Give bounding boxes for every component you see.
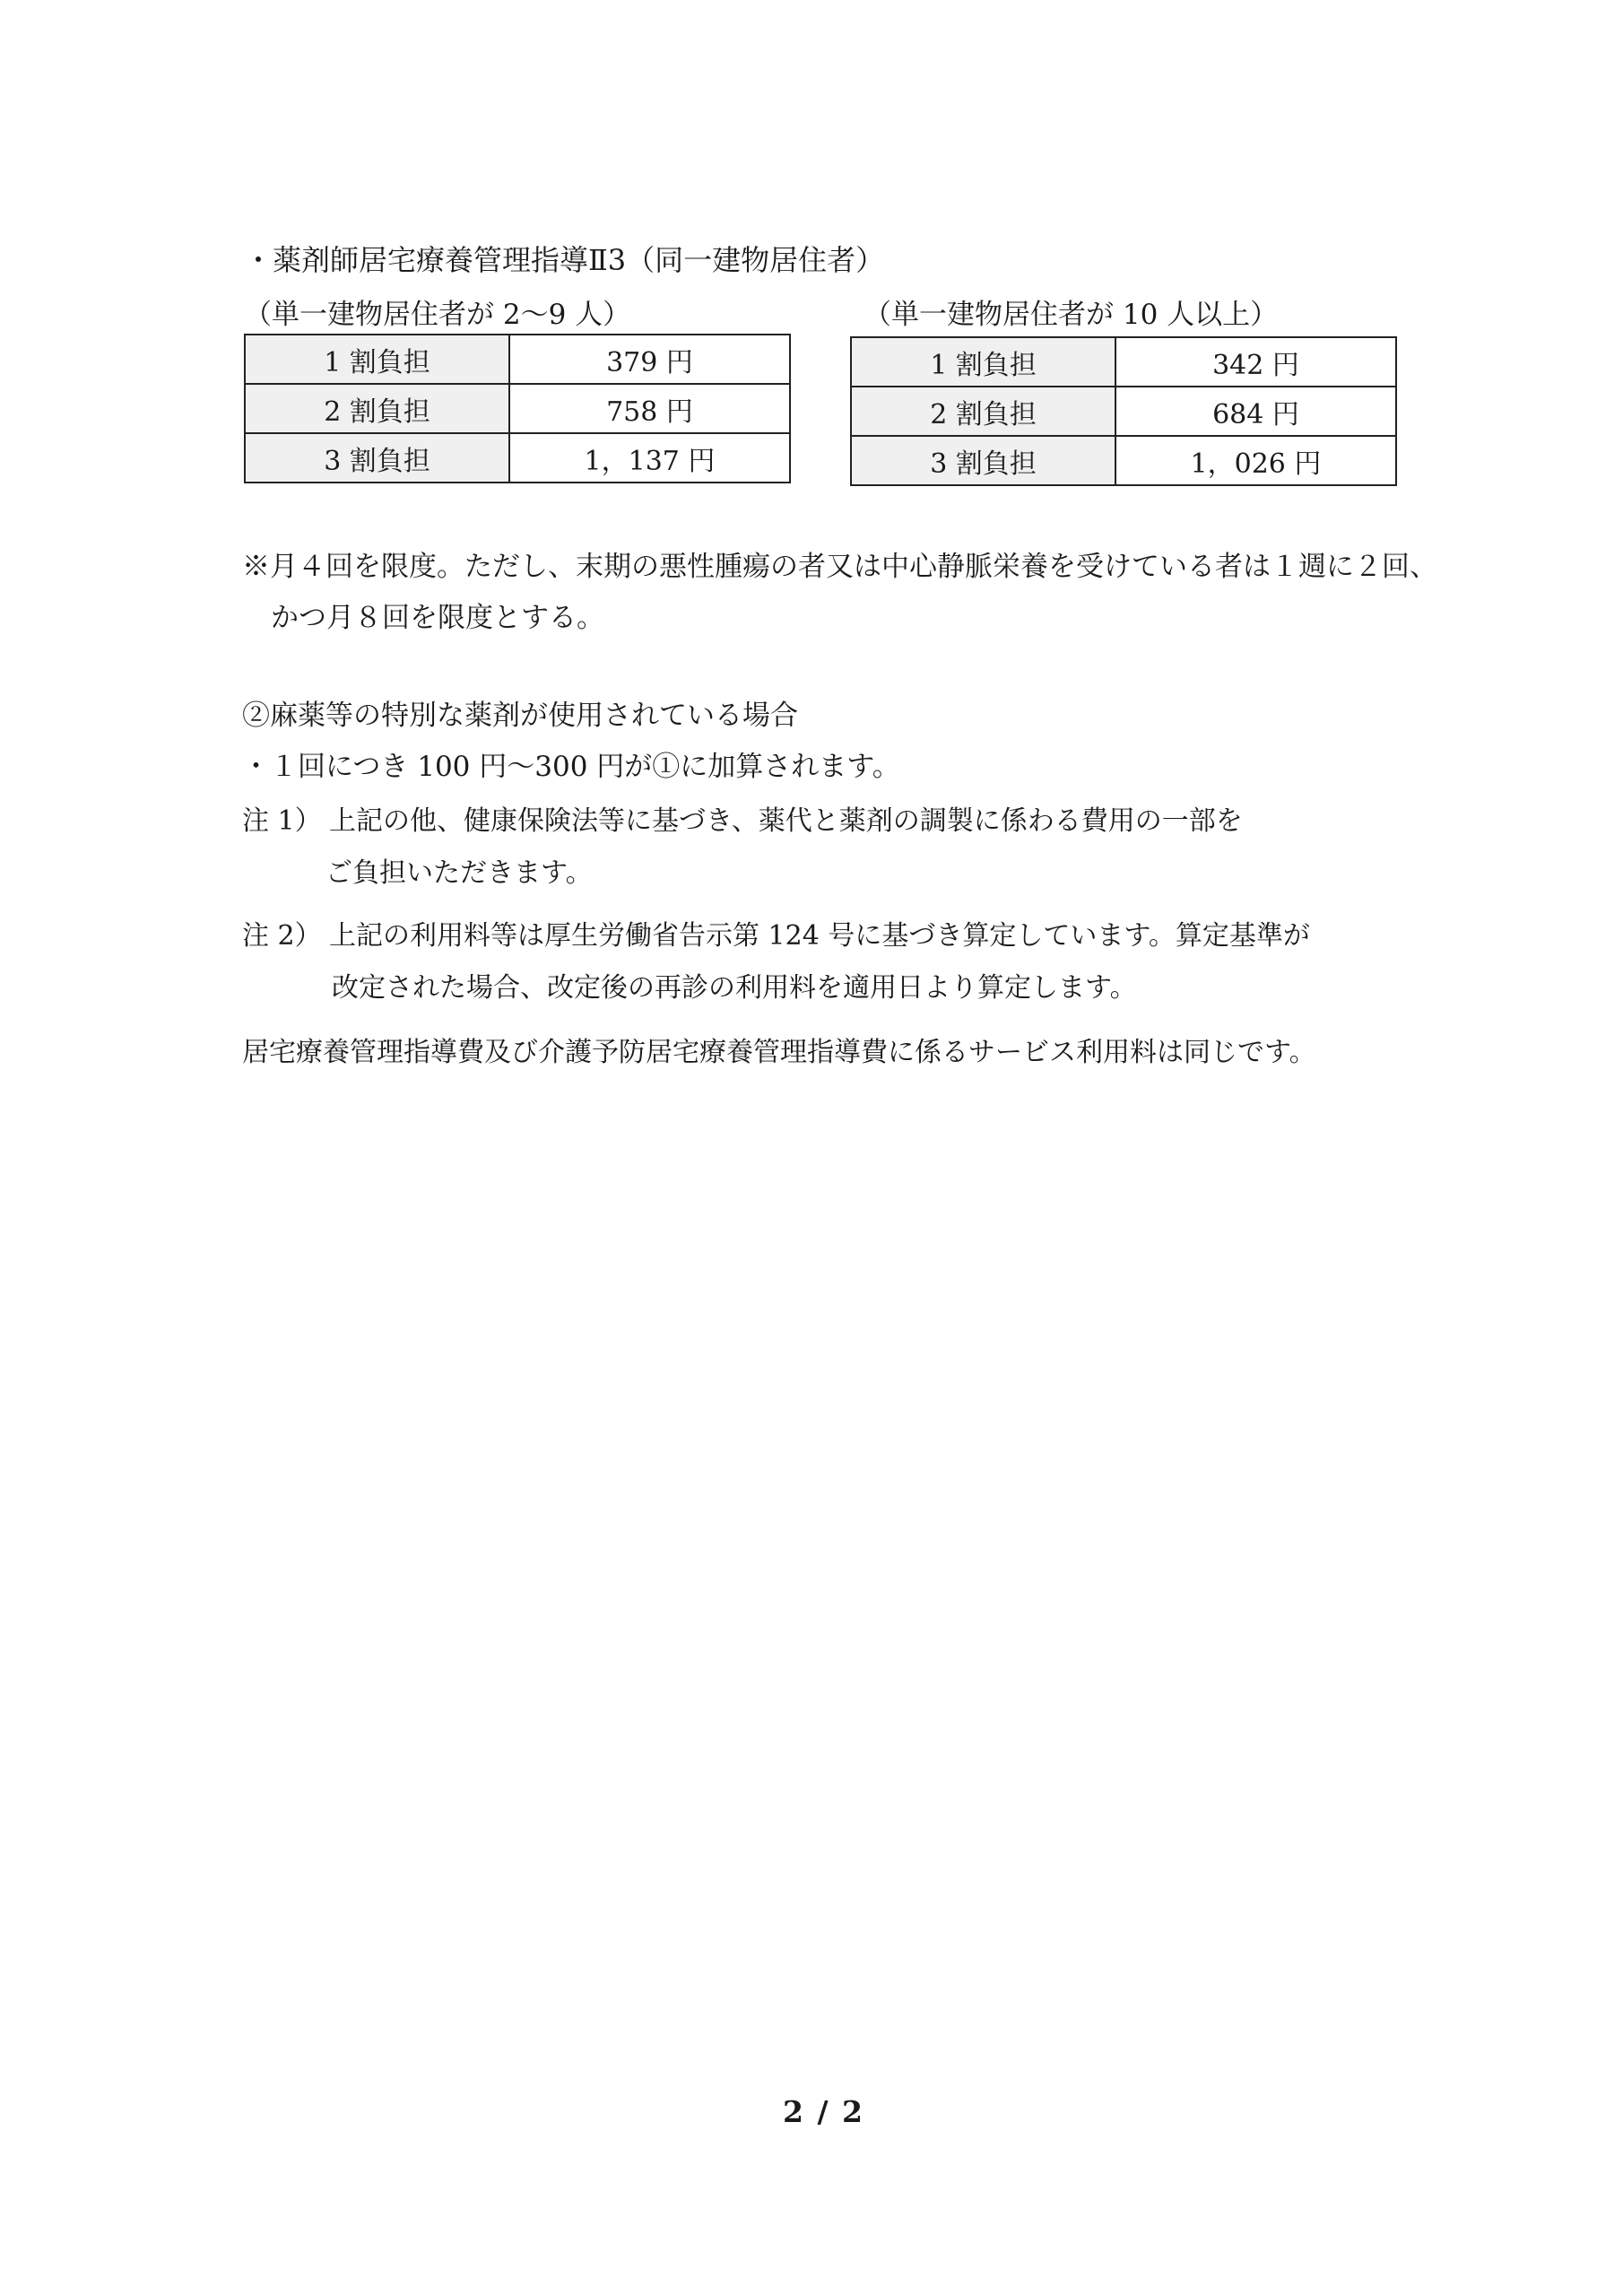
note-1-label: 注 1） [242, 805, 322, 837]
fee-value: 684 円 [1115, 387, 1396, 436]
note-1-line-1: 上記の他、健康保険法等に基づき、薬代と薬剤の調製に係わる費用の一部を [329, 805, 1243, 837]
fee-table-2-9-residents [244, 334, 791, 483]
burden-label: 2 割負担 [851, 387, 1115, 436]
table-row [851, 436, 1396, 485]
table-row [245, 384, 790, 433]
note-1-line-2: ご負担いただきます。 [325, 857, 593, 889]
fee-table-10-plus-residents [850, 336, 1397, 486]
limit-note-line-1: ※月４回を限度。ただし、末期の悪性腫瘍の者又は中心静脈栄養を受けている者は１週に２回、 [242, 551, 1437, 583]
note-2-label: 注 2） [242, 920, 322, 952]
burden-label: 3 割負担 [245, 433, 509, 483]
fee-value: 758 円 [509, 384, 790, 433]
burden-label: 2 割負担 [245, 384, 509, 433]
section-2-title: ②麻薬等の特別な薬剤が使用されている場合 [242, 700, 798, 732]
section-2-bullet: ・１回につき 100 円～300 円が①に加算されます。 [242, 751, 900, 783]
limit-note-line-2: かつ月８回を限度とする。 [271, 602, 604, 634]
fee-value: 342 円 [1115, 337, 1396, 387]
table-left-caption: （単一建物居住者が 2～9 人） [244, 299, 631, 331]
section-heading: ・薬剤師居宅療養管理指導Ⅱ3（同一建物居住者） [244, 243, 885, 277]
table-row [245, 335, 790, 384]
table-row [851, 387, 1396, 436]
table-row [245, 433, 790, 483]
page-number: 2 / 2 [783, 2094, 864, 2129]
fee-value: 379 円 [509, 335, 790, 384]
fee-value: 1，026 円 [1115, 436, 1396, 485]
table-right-caption: （単一建物居住者が 10 人以上） [864, 299, 1279, 331]
closing-statement: 居宅療養管理指導費及び介護予防居宅療養管理指導費に係るサービス利用料は同じです。 [242, 1037, 1316, 1068]
burden-label: 3 割負担 [851, 436, 1115, 485]
note-2-line-1: 上記の利用料等は厚生労働省告示第 124 号に基づき算定しています。算定基準が [329, 920, 1310, 952]
burden-label: 1 割負担 [851, 337, 1115, 387]
note-2-line-2: 改定された場合、改定後の再診の利用料を適用日より算定します。 [332, 972, 1137, 1004]
burden-label: 1 割負担 [245, 335, 509, 384]
fee-value: 1，137 円 [509, 433, 790, 483]
table-row [851, 337, 1396, 387]
